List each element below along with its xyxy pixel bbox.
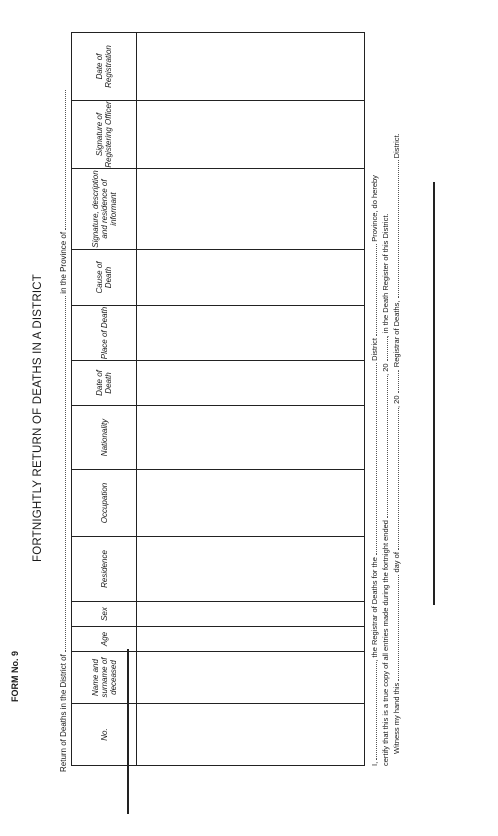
col-header-nationality: Nationality	[72, 406, 137, 470]
district-field[interactable]	[65, 296, 66, 652]
return-prefix: Return of Deaths in the District of	[59, 654, 68, 772]
certification-block	[369, 26, 402, 766]
return-middle: in the Province of	[59, 231, 68, 294]
col-header-name: Name and surname of deceased	[72, 652, 137, 704]
province-field[interactable]	[65, 90, 66, 230]
form-title: FORTNIGHTLY RETURN OF DEATHS IN A DISTRICT	[32, 273, 44, 563]
cell-date-of-registration[interactable]	[137, 33, 365, 101]
col-header-date-of-registration: Date of Registration	[72, 33, 137, 101]
certification-line-1: I, , the Registrar of Deaths for the District Province, do hereby	[370, 175, 379, 766]
cell-no[interactable]	[137, 704, 365, 766]
col-header-age: Age	[72, 627, 137, 652]
cell-residence[interactable]	[137, 537, 365, 602]
col-header-registering-officer: Signature of Registering Officer	[72, 101, 137, 169]
fortnight-ended-field[interactable]	[380, 376, 388, 518]
registrar-name-field[interactable]	[369, 662, 377, 760]
col-header-date-of-death: Date of Death	[72, 361, 137, 406]
cell-sex[interactable]	[137, 602, 365, 627]
cell-registering-officer[interactable]	[137, 101, 365, 169]
cell-occupation[interactable]	[137, 470, 365, 537]
col-header-informant: Signature, description and residence of informant	[72, 169, 137, 250]
witness-month-field[interactable]	[391, 408, 399, 550]
deaths-register-table	[71, 32, 365, 766]
registrar-province-field[interactable]	[369, 244, 377, 336]
col-header-residence: Residence	[72, 537, 137, 602]
page-footnote-line	[127, 649, 129, 814]
cell-name[interactable]	[137, 652, 365, 704]
return-district-line	[59, 32, 68, 772]
col-header-place-of-death: Place of Death	[72, 306, 137, 361]
cell-informant[interactable]	[137, 169, 365, 250]
col-header-occupation: Occupation	[72, 470, 137, 537]
cell-nationality[interactable]	[137, 406, 365, 470]
certification-line-3: Witness my hand this day of , 20 . Registrar of Deaths, District.	[392, 133, 401, 754]
fortnight-year-field[interactable]	[380, 337, 388, 361]
witness-year-field[interactable]	[391, 371, 399, 393]
signature-line	[433, 182, 435, 605]
form-number: FORM No. 9	[10, 651, 20, 702]
cell-age[interactable]	[137, 627, 365, 652]
certification-line-2: certify that this is a true copy of all entries made during the fortnight ended , 20 , in the Death Register of this District.	[381, 213, 390, 766]
col-header-no: No.	[72, 704, 137, 766]
witness-day-field[interactable]	[391, 575, 399, 681]
cell-place-of-death[interactable]	[137, 306, 365, 361]
registrar-district-field[interactable]	[369, 363, 377, 555]
cell-date-of-death[interactable]	[137, 361, 365, 406]
registrar-deaths-district-field[interactable]	[391, 160, 399, 298]
col-header-sex: Sex	[72, 602, 137, 627]
cell-cause-of-death[interactable]	[137, 250, 365, 306]
col-header-cause-of-death: Cause of Death	[72, 250, 137, 306]
table-row	[137, 33, 365, 766]
